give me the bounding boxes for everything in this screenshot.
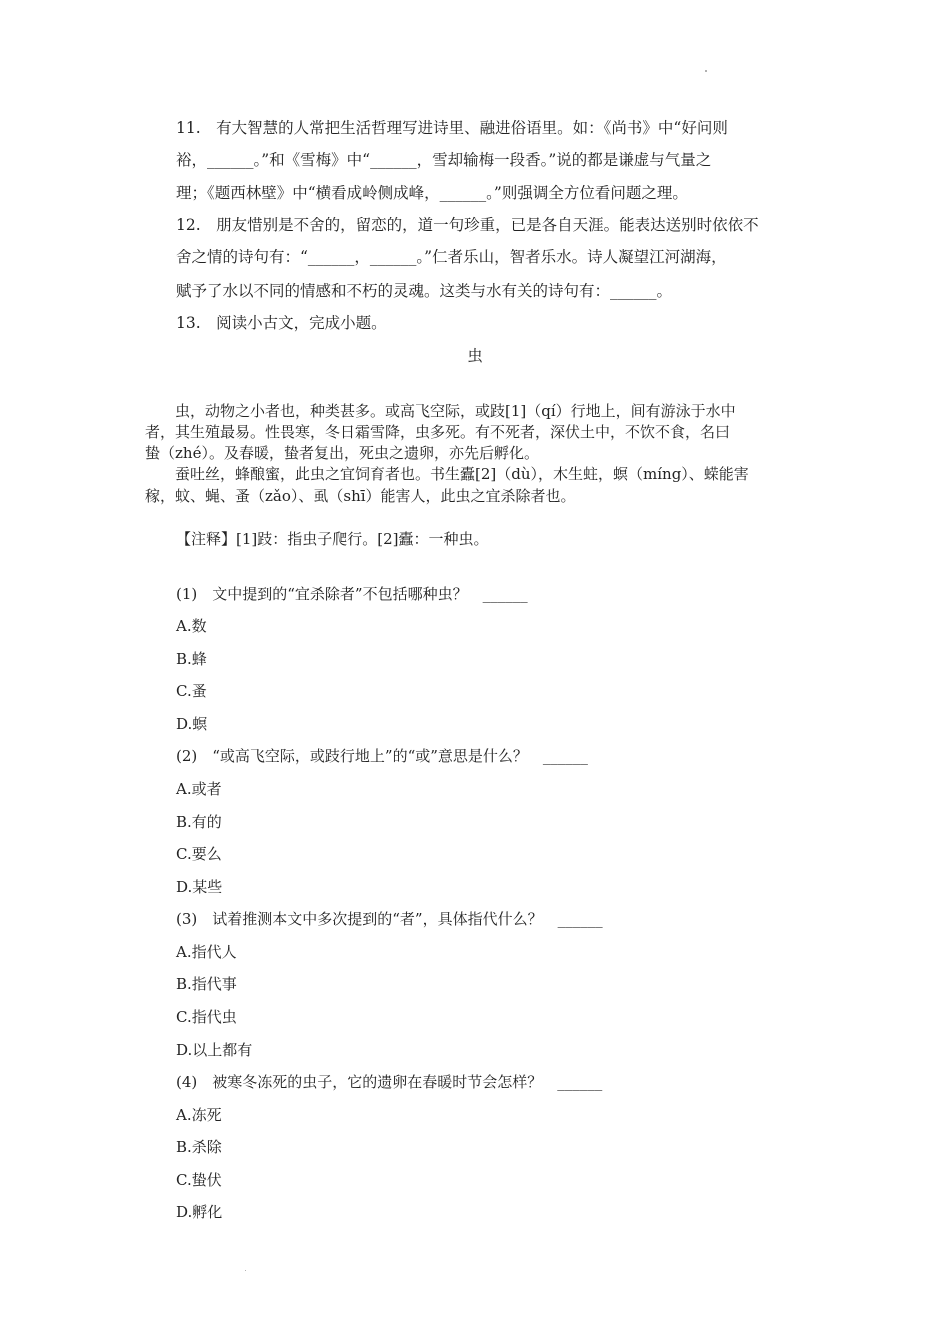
question-12-line-3: 赋予了水以不同的情感和不朽的灵魂。这类与水有关的诗句有：______。 xyxy=(176,282,673,300)
subquestion-4-option-c: C.蛰伏 xyxy=(176,1171,222,1189)
scan-dot-bottom xyxy=(245,1270,246,1271)
subquestion-3-option-a: A.指代人 xyxy=(176,943,237,961)
passage-title: 虫 xyxy=(467,347,483,365)
passage-p1-line-1: 虫，动物之小者也，种类甚多。或高飞空际，或跂[1]（qí）行地上，间有游泳于水中 xyxy=(145,402,736,420)
subquestion-2-option-d: D.某些 xyxy=(176,878,223,896)
question-12-line-2: 舍之情的诗句有：“______，______。”仁者乐山，智者乐水。诗人凝望江河湖海， xyxy=(176,248,727,266)
subquestion-1-option-a: A.数 xyxy=(176,617,207,635)
scan-dot-top xyxy=(705,70,707,72)
annotation-note: 【注释】[1]跂：指虫子爬行。[2]蠹：一种虫。 xyxy=(176,530,489,548)
subquestion-1-option-d: D.螟 xyxy=(176,715,208,733)
question-11-line-2: 裕，______。”和《雪梅》中“______，雪却输梅一段香。”说的都是谦虚与气量之 xyxy=(176,151,712,169)
question-11-line-3: 理；《题西林壁》中“横看成岭侧成峰，______。”则强调全方位看问题之理。 xyxy=(176,184,688,202)
subquestion-4: (4) 被寒冬冻死的虫子，它的遗卵在春暖时节会怎样？ ______ xyxy=(176,1073,603,1091)
question-12-line-1: 12. 朋友惜别是不舍的，留恋的，道一句珍重，已是各自天涯。能表达送别时依依不 xyxy=(176,216,759,234)
passage-p2-line-2: 稼，蚊、蝇、蚤（zǎo）、虱（shī）能害人，此虫之宜杀除者也。 xyxy=(145,487,576,505)
subquestion-2: (2) “或高飞空际，或跂行地上”的“或”意思是什么？ ______ xyxy=(176,747,588,765)
subquestion-1-option-c: C.蚤 xyxy=(176,682,207,700)
subquestion-3: (3) 试着推测本文中多次提到的“者”，具体指代什么？ ______ xyxy=(176,910,603,928)
passage-p1-line-2: 者，其生殖最易。性畏寒，冬日霜雪降，虫多死。有不死者，深伏土中，不饮不食，名曰 xyxy=(145,423,731,441)
passage-p1-line-3: 蛰（zhé）。及春暖，蛰者复出，死虫之遗卵，亦先后孵化。 xyxy=(145,444,539,462)
subquestion-2-option-a: A.或者 xyxy=(176,780,222,798)
subquestion-1: (1) 文中提到的“宜杀除者”不包括哪种虫？ ______ xyxy=(176,585,528,603)
subquestion-2-option-b: B.有的 xyxy=(176,813,222,831)
subquestion-4-option-b: B.杀除 xyxy=(176,1138,222,1156)
subquestion-3-option-d: D.以上都有 xyxy=(176,1041,253,1059)
subquestion-4-option-a: A.冻死 xyxy=(176,1106,222,1124)
subquestion-4-option-d: D.孵化 xyxy=(176,1203,223,1221)
subquestion-2-option-c: C.要么 xyxy=(176,845,222,863)
subquestion-1-option-b: B.蜂 xyxy=(176,650,207,668)
question-11-line-1: 11. 有大智慧的人常把生活哲理写进诗里、融进俗语里。如：《尚书》中“好问则 xyxy=(176,119,728,137)
subquestion-3-option-b: B.指代事 xyxy=(176,975,237,993)
passage-p2-line-1: 蚕吐丝，蜂酿蜜，此虫之宜饲育者也。书生蠹[2]（dù），木生蛀，螟（míng）、蝾能害 xyxy=(145,465,749,483)
question-13-intro: 13. 阅读小古文，完成小题。 xyxy=(176,314,387,332)
subquestion-3-option-c: C.指代虫 xyxy=(176,1008,237,1026)
